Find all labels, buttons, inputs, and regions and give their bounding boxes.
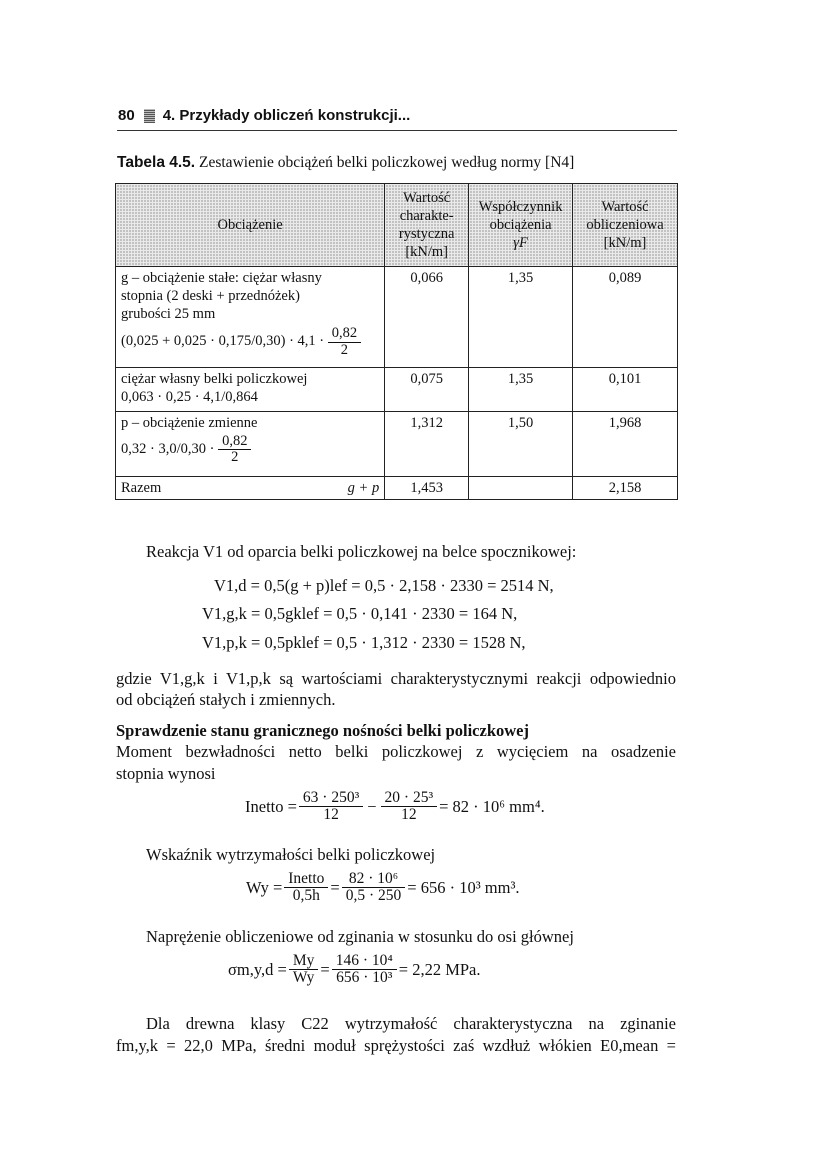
row-char-value: 0,066	[385, 267, 469, 368]
row-char-value: 0,075	[385, 368, 469, 412]
table-header-row	[116, 184, 678, 267]
table-caption	[117, 154, 574, 172]
total-design-value: 2,158	[573, 477, 678, 500]
section-title: Sprawdzenie stanu granicznego nośności belki policzkowej	[116, 721, 529, 740]
row-coefficient: 1,35	[469, 267, 573, 368]
modulus-intro: Wskaźnik wytrzymałości belki policzkowej	[146, 845, 436, 864]
row-design-value: 1,968	[573, 412, 678, 477]
row-coefficient: 1,50	[469, 412, 573, 477]
page-number: 80	[118, 107, 135, 124]
stress-intro: Naprężenie obliczeniowe od zginania w stosunku do osi głównej	[146, 927, 574, 946]
running-header	[118, 107, 410, 124]
header-coefficient: Współczynnik obciążenia γF	[469, 184, 573, 267]
inertia-line-1: Moment bezwładności netto belki policzkowej z wycięciem na osadzenie	[116, 742, 676, 761]
row-design-value: 0,089	[573, 267, 678, 368]
row-coefficient: 1,35	[469, 368, 573, 412]
equation-v1d: V1,d = 0,5(g + p)lef = 0,5 · 2,158 · 2330 = 2514 N,	[214, 576, 554, 595]
final-line-2: fm,y,k = 22,0 MPa, średni moduł sprężystości zaś wzdłuż włókien E0,mean =	[116, 1036, 676, 1055]
table-total-row	[116, 477, 678, 500]
equation-inertia: Inetto = $\frac{\text{63 · 250³}}{12}$ − $\frac{\text{20 · 25³}}{12}$ = 82 · 10⁶ mm⁴.	[245, 789, 545, 824]
load-table	[115, 183, 678, 500]
equation-stress: σm,y,d = $\frac{My}{Wy}$ = $\frac{\text{146 · 10⁴}}{\text{656 · 10³}}$ = 2,22 MPa.	[228, 952, 481, 987]
equation-v1gk: V1,g,k = 0,5gklef = 0,5 · 0,141 · 2330 = 164 N,	[202, 604, 518, 623]
header-design-value: Wartość obliczeniowa [kN/m]	[573, 184, 678, 267]
total-coefficient	[469, 477, 573, 500]
header-rule	[117, 130, 677, 131]
row-description: ciężar własny belki policzkowej 0,063 · 0,25 · 4,1/0,864	[116, 368, 385, 412]
header-load: Obciążenie	[116, 184, 385, 267]
header-square-icon	[144, 109, 155, 123]
header-char-value: Wartość charakte- rystyczna [kN/m]	[385, 184, 469, 267]
reaction-intro: Reakcja V1 od oparcia belki policzkowej na belce spocznikowej:	[146, 542, 577, 561]
equation-v1pk: V1,p,k = 0,5pklef = 0,5 · 1,312 · 2330 = 1528 N,	[202, 633, 526, 652]
where-line-1: gdzie V1,g,k i V1,p,k są wartościami charakterystycznymi reakcji odpowiednio	[116, 669, 676, 688]
where-line-2: od obciążeń stałych i zmiennych.	[116, 690, 336, 709]
table-caption-label: Tabela 4.5.	[117, 154, 196, 171]
total-char-value: 1,453	[385, 477, 469, 500]
chapter-title: 4. Przykłady obliczeń konstrukcji...	[162, 107, 411, 124]
inertia-line-2: stopnia wynosi	[116, 764, 216, 783]
row-description: g – obciążenie stałe: ciężar własny stopnia (2 deski + przednóżek) grubości 25 mm (0,025 + 0,025 · 0,175/0,30) · 4,1 · $\frac{0,82}{2}$	[116, 267, 385, 368]
total-label: Razem g + p	[116, 477, 385, 500]
table-row	[116, 412, 678, 477]
table-row	[116, 368, 678, 412]
equation-modulus: Wy = $\frac{\text{Inetto}}{0,5h}$ = $\frac{\text{82 · 10⁶}}{0,5 \cdot 250}$ = 656 · 10³ mm³.	[246, 870, 520, 905]
row-description: p – obciążenie zmienne 0,32 · 3,0/0,30 · $\frac{0,82}{2}$	[116, 412, 385, 477]
table-row	[116, 267, 678, 368]
table-caption-text: Zestawienie obciążeń belki policzkowej według normy [N4]	[199, 154, 575, 171]
final-line-1: Dla drewna klasy C22 wytrzymałość charakterystyczna na zginanie	[146, 1014, 676, 1033]
row-char-value: 1,312	[385, 412, 469, 477]
row-design-value: 0,101	[573, 368, 678, 412]
